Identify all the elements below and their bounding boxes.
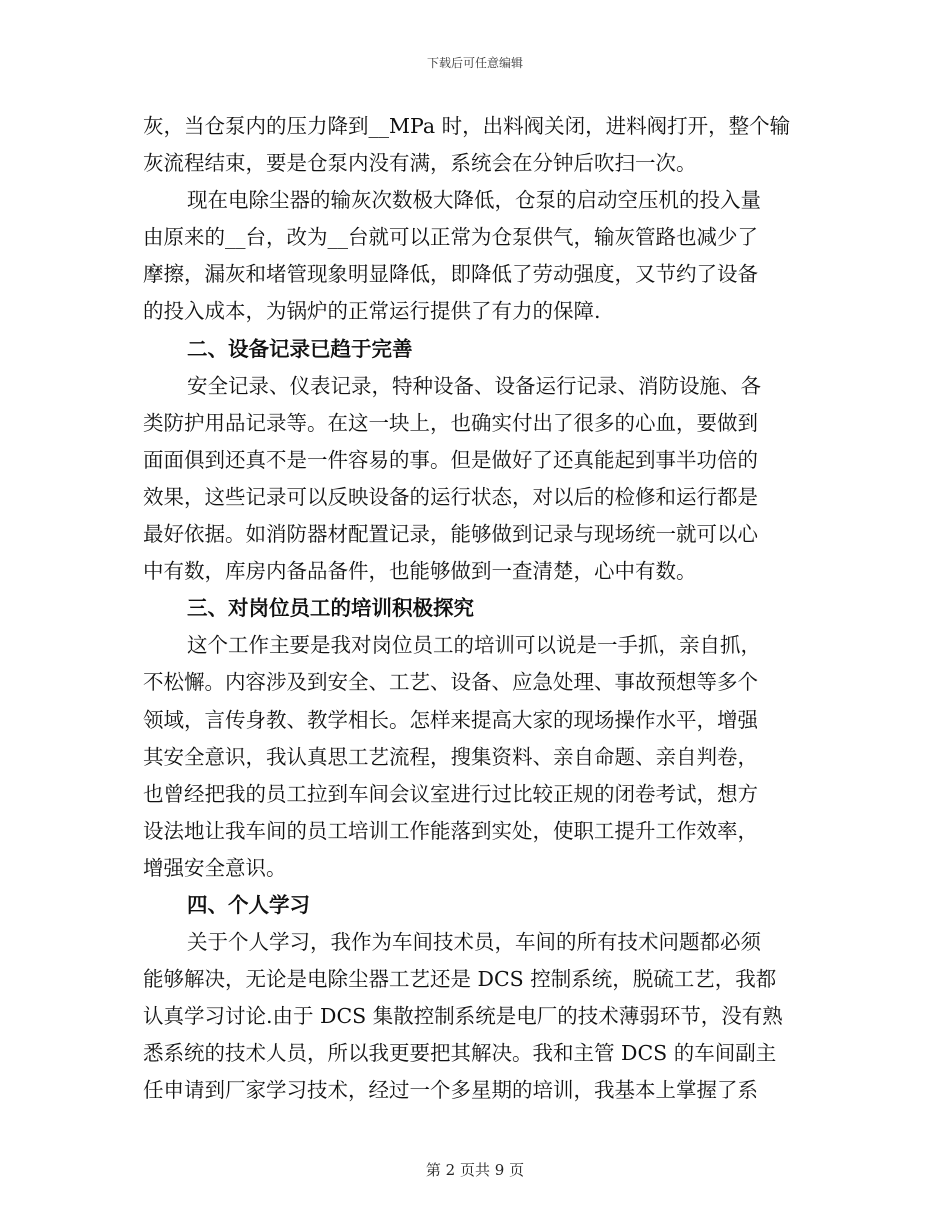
text-line: 摩擦，漏灰和堵管现象明显降低，即降低了劳动强度，又节约了设备 xyxy=(143,262,758,287)
text-line: 设法地让我车间的员工培训工作能落到实处，使职工提升工作效率， xyxy=(143,818,758,843)
text-line: 不松懈。内容涉及到安全、工艺、设备、应急处理、事故预想等多个 xyxy=(143,670,758,695)
text-line: 灰，当仓泵内的压力降到__MPa 时，出料阀关闭，进料阀打开，整个输 xyxy=(143,114,791,138)
text-line: 类防护用品记录等。在这一块上，也确实付出了很多的心血，要做到 xyxy=(143,410,758,435)
section-heading: 四、个人学习 xyxy=(187,892,310,917)
section-heading: 二、设备记录已趋于完善 xyxy=(187,336,413,361)
text-line: 关于个人学习，我作为车间技术员，车间的所有技术问题都必须 xyxy=(187,930,761,955)
text-line: 现在电除尘器的输灰次数极大降低，仓泵的启动空压机的投入量 xyxy=(187,188,761,213)
text-line: 效果，这些记录可以反映设备的运行状态，对以后的检修和运行都是 xyxy=(143,484,758,509)
page-header: 下载后可任意编辑 xyxy=(426,56,523,70)
text-line: 灰流程结束，要是仓泵内没有满，系统会在分钟后吹扫一次。 xyxy=(143,151,697,176)
text-line: 中有数，库房内备品备件，也能够做到一查清楚，心中有数。 xyxy=(143,559,697,584)
text-line: 也曾经把我的员工拉到车间会议室进行过比较正规的闭卷考试，想方 xyxy=(143,781,758,806)
text-line: 面面俱到还真不是一件容易的事。但是做好了还真能起到事半功倍的 xyxy=(143,447,758,472)
text-line: 领域，言传身教、教学相长。怎样来提高大家的现场操作水平，增强 xyxy=(143,707,758,732)
document-body xyxy=(143,108,803,1110)
text-line: 能够解决，无论是电除尘器工艺还是 DCS 控制系统，脱硫工艺，我都 xyxy=(143,967,777,992)
text-line: 由原来的__台，改为__台就可以正常为仓泵供气，输灰管路也减少了 xyxy=(143,225,758,250)
page-footer: 第 2 页共 9 页 xyxy=(425,1161,525,1179)
text-line: 最好依据。如消防器材配置记录，能够做到记录与现场统一就可以心 xyxy=(143,522,758,547)
text-line: 的投入成本，为锅炉的正常运行提供了有力的保障. xyxy=(143,299,601,324)
text-line: 这个工作主要是我对岗位员工的培训可以说是一手抓，亲自抓， xyxy=(187,633,761,658)
text-line: 其安全意识，我认真思工艺流程，搜集资料、亲自命题、亲自判卷， xyxy=(143,744,758,769)
text-line: 安全记录、仪表记录，特种设备、设备运行记录、消防设施、各 xyxy=(187,373,761,398)
section-heading: 三、对岗位员工的培训积极探究 xyxy=(187,596,474,621)
text-line: 任申请到厂家学习技术，经过一个多星期的培训，我基本上掌握了系 xyxy=(143,1078,758,1103)
text-line: 增强安全意识。 xyxy=(143,855,287,880)
text-line: 认真学习讨论.由于 DCS 集散控制系统是电厂的技术薄弱环节，没有熟 xyxy=(143,1004,783,1029)
text-line: 悉系统的技术人员，所以我更要把其解决。我和主管 DCS 的车间副主 xyxy=(143,1041,777,1066)
